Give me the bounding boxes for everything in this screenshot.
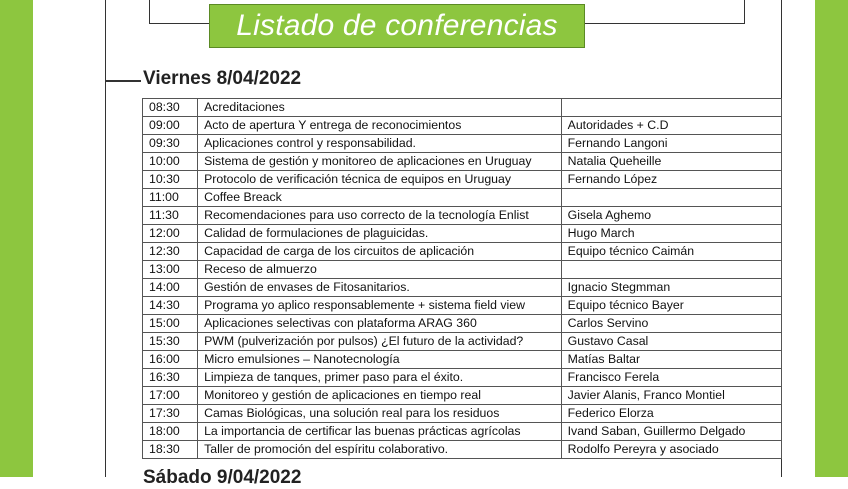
title-cell: Protocolo de verificación técnica de equipos en Uruguay <box>198 171 562 189</box>
time-cell: 14:00 <box>143 279 198 297</box>
speaker-cell: Equipo técnico Caimán <box>561 243 781 261</box>
speaker-cell: Fernando López <box>561 171 781 189</box>
speaker-cell: Rodolfo Pereyra y asociado <box>561 441 781 459</box>
table-row <box>143 405 782 423</box>
table-row <box>143 153 782 171</box>
table-row <box>143 135 782 153</box>
table-row <box>143 315 782 333</box>
time-cell: 15:00 <box>143 315 198 333</box>
right-green-border <box>815 0 848 477</box>
table-row <box>143 99 782 117</box>
time-cell: 15:30 <box>143 333 198 351</box>
time-cell: 11:00 <box>143 189 198 207</box>
speaker-cell <box>561 99 781 117</box>
time-cell: 14:30 <box>143 297 198 315</box>
title-cell: Camas Biológicas, una solución real para los residuos <box>198 405 562 423</box>
time-cell: 17:00 <box>143 387 198 405</box>
table-row <box>143 261 782 279</box>
title-cell: Calidad de formulaciones de plaguicidas. <box>198 225 562 243</box>
speaker-cell: Federico Elorza <box>561 405 781 423</box>
speaker-cell: Francisco Ferela <box>561 369 781 387</box>
table-row <box>143 225 782 243</box>
conference-schedule-table <box>142 98 782 459</box>
time-cell: 16:00 <box>143 351 198 369</box>
speaker-cell: Fernando Langoni <box>561 135 781 153</box>
speaker-cell: Equipo técnico Bayer <box>561 297 781 315</box>
time-cell: 13:00 <box>143 261 198 279</box>
table-row <box>143 369 782 387</box>
title-cell: Acto de apertura Y entrega de reconocimientos <box>198 117 562 135</box>
page-title: Listado de conferencias <box>236 9 558 42</box>
table-row <box>143 387 782 405</box>
speaker-cell: Ivand Saban, Guillermo Delgado <box>561 423 781 441</box>
speaker-cell: Javier Alanis, Franco Montiel <box>561 387 781 405</box>
time-cell: 18:00 <box>143 423 198 441</box>
frame-left-line <box>105 0 106 477</box>
title-cell: Gestión de envases de Fitosanitarios. <box>198 279 562 297</box>
speaker-cell <box>561 189 781 207</box>
title-cell: Limpieza de tanques, primer paso para el éxito. <box>198 369 562 387</box>
next-day-heading: Sábado 9/04/2022 <box>143 467 302 488</box>
title-cell: Programa yo aplico responsablemente + sistema field view <box>198 297 562 315</box>
table-row <box>143 279 782 297</box>
table-row <box>143 171 782 189</box>
table-row <box>143 297 782 315</box>
title-cell: Micro emulsiones – Nanotecnología <box>198 351 562 369</box>
title-cell: La importancia de certificar las buenas prácticas agrícolas <box>198 423 562 441</box>
time-cell: 12:00 <box>143 225 198 243</box>
left-green-border <box>0 0 33 477</box>
table-row <box>143 207 782 225</box>
time-cell: 09:00 <box>143 117 198 135</box>
title-cell: Acreditaciones <box>198 99 562 117</box>
table-row <box>143 189 782 207</box>
title-cell: Receso de almuerzo <box>198 261 562 279</box>
time-cell: 17:30 <box>143 405 198 423</box>
speaker-cell: Autoridades + C.D <box>561 117 781 135</box>
time-cell: 12:30 <box>143 243 198 261</box>
table-row <box>143 423 782 441</box>
speaker-cell: Ignacio Stegmman <box>561 279 781 297</box>
day-heading: Viernes 8/04/2022 <box>143 68 302 89</box>
title-cell: Sistema de gestión y monitoreo de aplicaciones en Uruguay <box>198 153 562 171</box>
title-cell: Coffee Breack <box>198 189 562 207</box>
title-banner <box>209 4 585 48</box>
title-cell: Recomendaciones para uso correcto de la tecnología Enlist <box>198 207 562 225</box>
title-cell: Taller de promoción del espíritu colaborativo. <box>198 441 562 459</box>
title-cell: PWM (pulverización por pulsos) ¿El futuro de la actividad? <box>198 333 562 351</box>
title-cell: Aplicaciones control y responsabilidad. <box>198 135 562 153</box>
time-cell: 09:30 <box>143 135 198 153</box>
speaker-cell: Natalia Queheille <box>561 153 781 171</box>
speaker-cell <box>561 261 781 279</box>
time-cell: 10:30 <box>143 171 198 189</box>
time-cell: 18:30 <box>143 441 198 459</box>
title-cell: Monitoreo y gestión de aplicaciones en tiempo real <box>198 387 562 405</box>
table-row <box>143 351 782 369</box>
title-cell: Aplicaciones selectivas con plataforma ARAG 360 <box>198 315 562 333</box>
time-cell: 11:30 <box>143 207 198 225</box>
speaker-cell: Hugo March <box>561 225 781 243</box>
speaker-cell: Carlos Servino <box>561 315 781 333</box>
table-row <box>143 441 782 459</box>
speaker-cell: Matías Baltar <box>561 351 781 369</box>
time-cell: 10:00 <box>143 153 198 171</box>
table-row <box>143 117 782 135</box>
speaker-cell: Gisela Aghemo <box>561 207 781 225</box>
time-cell: 16:30 <box>143 369 198 387</box>
day-heading-connector <box>105 80 141 82</box>
table-row <box>143 333 782 351</box>
title-cell: Capacidad de carga de los circuitos de aplicación <box>198 243 562 261</box>
table-row <box>143 243 782 261</box>
speaker-cell: Gustavo Casal <box>561 333 781 351</box>
time-cell: 08:30 <box>143 99 198 117</box>
